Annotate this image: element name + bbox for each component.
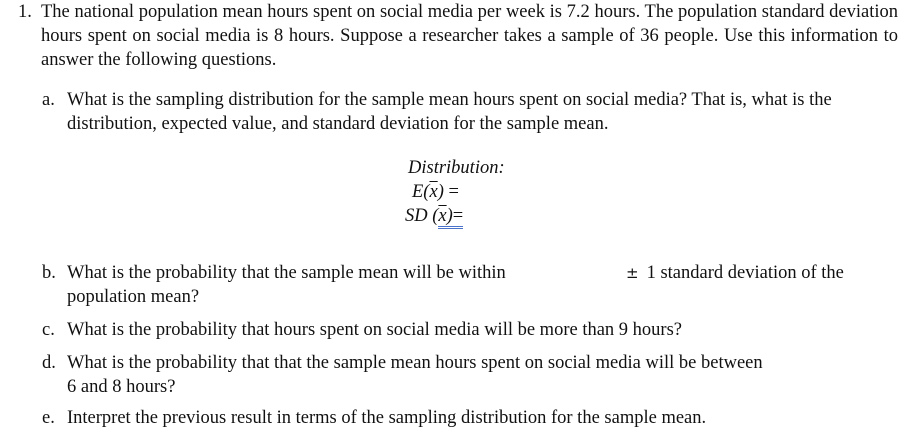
part-d-line1: What is the probability that that the sample mean hours spent on social media will be between <box>67 353 763 373</box>
part-b-right-text: 1 standard deviation of the <box>646 263 844 283</box>
part-b-letter: b. <box>42 263 56 283</box>
part-e-text: Interpret the previous result in terms of the sampling distribution for the sample mean. <box>67 408 707 428</box>
part-b-line1: What is the probability that the sample mean will be within <box>67 263 506 283</box>
formula-block <box>405 156 505 228</box>
part-b-line2: population mean? <box>67 287 200 307</box>
part-d-line2: 6 and 8 hours? <box>67 377 176 397</box>
part-c-text: What is the probability that hours spent on social media will be more than 9 hours? <box>67 320 682 340</box>
part-a-text: What is the sampling distribution for the sample mean hours spent on social media? That is, what is the distribution, expected value, and standard deviation for the sample mean. <box>67 90 832 134</box>
xbar-symbol: $\overline{x}$ <box>438 206 447 226</box>
part-c <box>42 318 892 342</box>
part-e <box>42 406 892 430</box>
part-e-letter: e. <box>42 408 55 428</box>
part-a-letter: a. <box>42 90 55 110</box>
sd-line <box>405 204 505 228</box>
question-text: The national population mean hours spent on social media per week is 7.2 hours. The population standard deviation hours spent on social media is 8 hours. Suppose a researcher takes a sample of 36 people. Use this information to answer the following questions. <box>41 2 898 70</box>
expected-prefix: E( <box>412 182 430 202</box>
xbar-symbol: $\overline{x}$ <box>429 182 438 202</box>
sd-equals: = <box>452 206 464 226</box>
part-c-letter: c. <box>42 320 55 340</box>
part-a <box>42 88 892 136</box>
sd-suffix: ) <box>446 206 453 226</box>
part-d-letter: d. <box>42 353 56 373</box>
expected-equals: = <box>443 182 459 202</box>
sd-underlined <box>438 206 463 229</box>
part-b-right <box>626 261 844 285</box>
part-d <box>42 351 892 399</box>
expected-suffix: ) <box>437 182 444 202</box>
question-number: 1. <box>18 2 32 22</box>
distribution-label: Distribution: <box>408 158 505 178</box>
part-b <box>42 261 892 309</box>
sd-prefix: SD ( <box>405 206 439 226</box>
plus-minus-symbol: ± <box>626 264 639 282</box>
expected-value-line <box>412 180 505 204</box>
question-1 <box>18 0 898 72</box>
